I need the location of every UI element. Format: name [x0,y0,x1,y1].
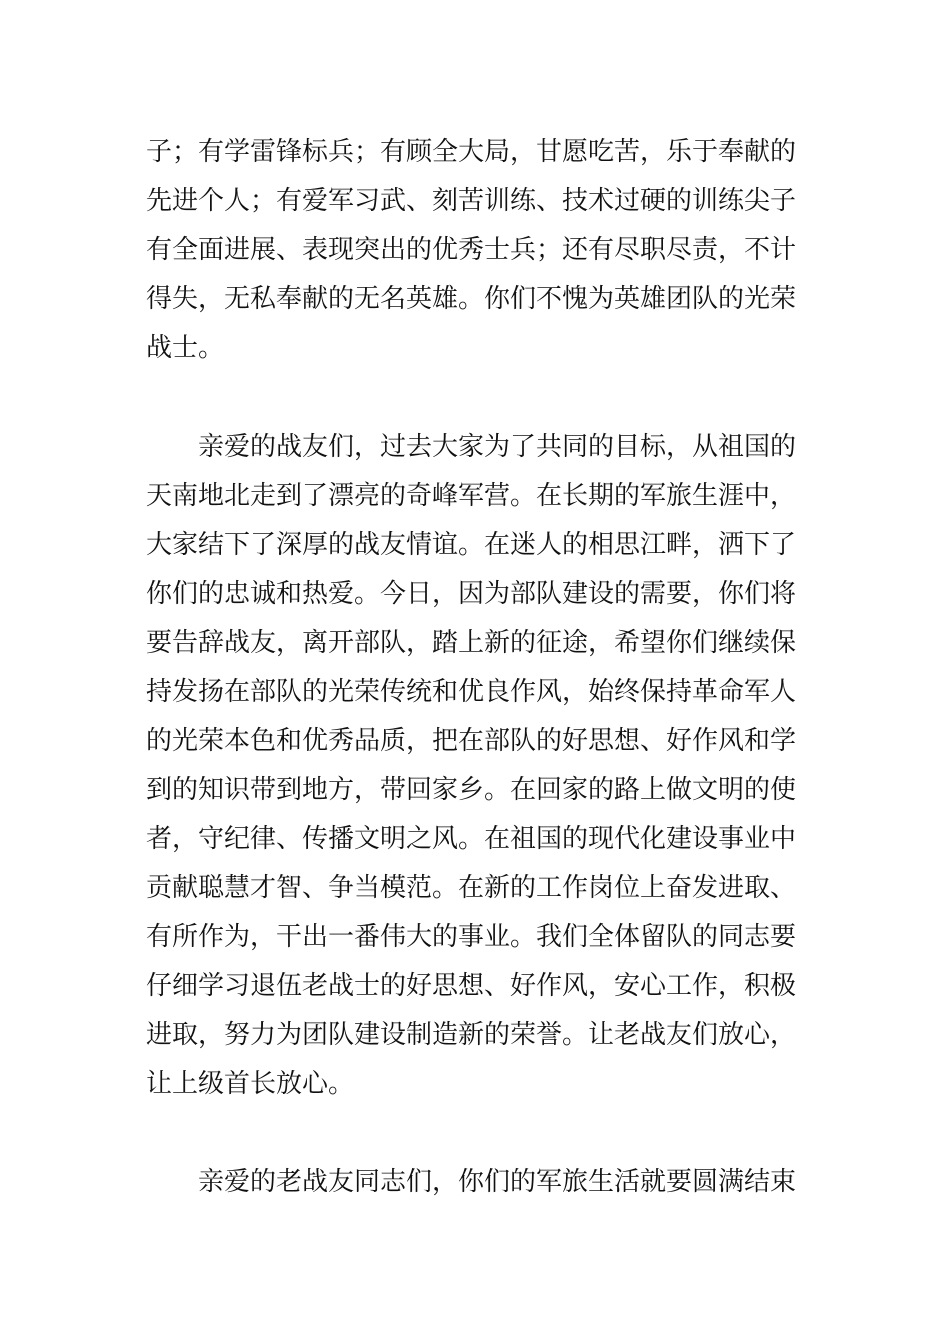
paragraph-line: 有全面进展、表现突出的优秀士兵；还有尽职尽责，不计 [146,235,797,265]
paragraph-line: 仔细学习退伍老战士的好思想、好作风，安心工作，积极 [146,971,797,1001]
paragraph-line: 进取，努力为团队建设制造新的荣誉。让老战友们放心， [146,1020,797,1050]
paragraph-line: 持发扬在部队的光荣传统和优良作风，始终保持革命军人 [146,677,797,707]
paragraph-line: 得失，无私奉献的无名英雄。你们不愧为英雄团队的光荣 [146,284,797,314]
paragraph-2 [146,423,816,1109]
paragraph-line: 战士。 [146,333,225,363]
paragraph-line: 大家结下了深厚的战友情谊。在迷人的相思江畔，洒下了 [146,530,797,560]
paragraph-3 [146,1158,816,1207]
paragraph-line: 到的知识带到地方，带回家乡。在回家的路上做文明的使 [146,775,797,805]
paragraph-line: 让上级首长放心。 [146,1069,355,1099]
paragraph-1 [146,128,816,373]
paragraph-line: 你们的忠诚和热爱。今日，因为部队建设的需要，你们将 [146,579,797,609]
paragraph-line: 亲爱的战友们，过去大家为了共同的目标，从祖国的 [198,432,797,462]
paragraph-line: 的光荣本色和优秀品质，把在部队的好思想、好作风和学 [146,726,797,756]
paragraph-line: 子；有学雷锋标兵；有顾全大局，甘愿吃苦，乐于奉献的 [146,137,797,167]
paragraph-line: 天南地北走到了漂亮的奇峰军营。在长期的军旅生涯中， [146,481,797,511]
paragraph-line: 有所作为，干出一番伟大的事业。我们全体留队的同志要 [146,922,797,952]
paragraph-line: 者，守纪律、传播文明之风。在祖国的现代化建设事业中 [146,824,797,854]
paragraph-line: 要告辞战友，离开部队，踏上新的征途，希望你们继续保 [146,628,797,658]
paragraph-line: 先进个人；有爱军习武、刻苦训练、技术过硬的训练尖子 [146,186,797,216]
paragraph-line: 亲爱的老战友同志们，你们的军旅生活就要圆满结束 [198,1167,797,1197]
paragraph-line: 贡献聪慧才智、争当模范。在新的工作岗位上奋发进取、 [146,873,797,903]
